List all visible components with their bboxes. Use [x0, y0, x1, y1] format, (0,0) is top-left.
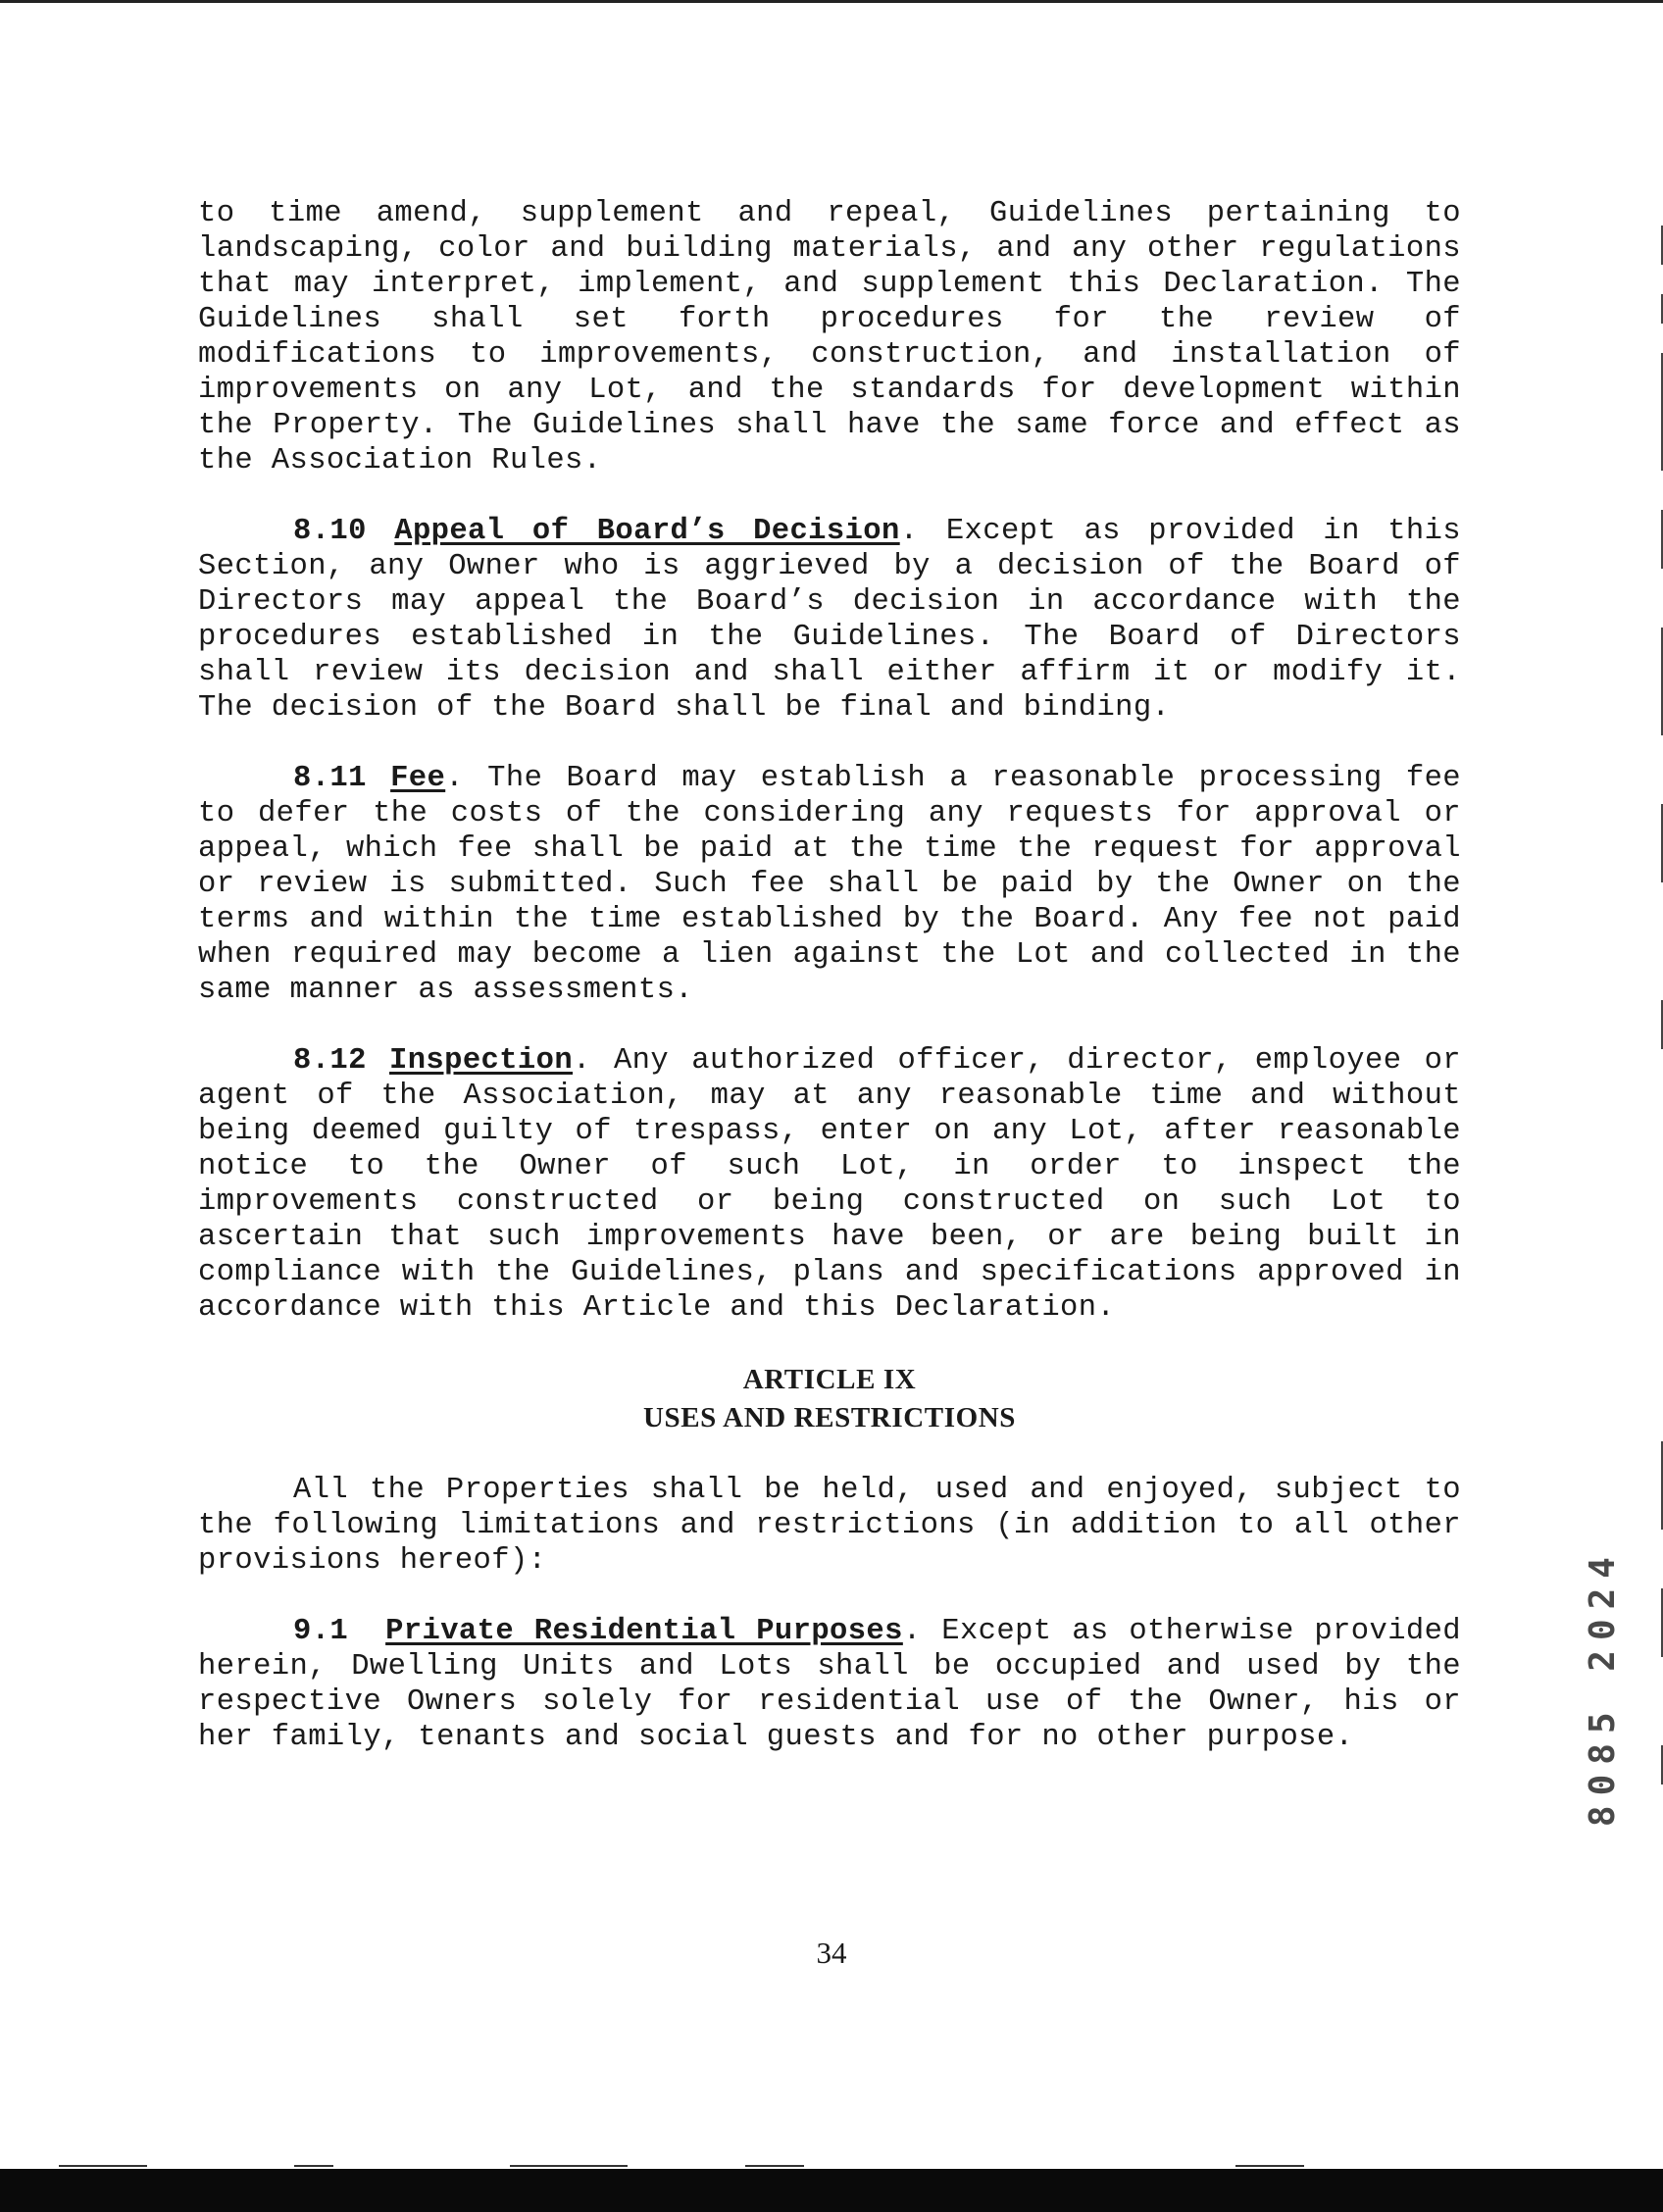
scan-bottom-edge [0, 2169, 1663, 2212]
section-title: Appeal of Board’s Decision [394, 515, 900, 548]
page-number: 34 [816, 1936, 847, 1970]
scan-margin-marks [1657, 216, 1663, 1981]
section-number: 9.1 [293, 1615, 349, 1648]
scan-top-edge [0, 0, 1663, 3]
paragraph-continuation [198, 196, 1461, 478]
section-8-11 [198, 761, 1461, 1008]
article-intro [198, 1473, 1461, 1579]
article-number: ARTICLE IX [742, 1364, 917, 1395]
section-title: Fee [390, 762, 446, 795]
document-body [198, 196, 1461, 1790]
section-8-10 [198, 514, 1461, 726]
section-text: . The Board may establish a reasonable processing fee to defer the costs of the considering any requests for approval or appeal, which fee shall be paid at the time the request for approval or review is submitted. Such fee shall be paid by the Owner on the terms and within the time established by the Board. Any fee not paid when required may become a lien against the Lot and collected in the same manner as assessments. [198, 762, 1462, 1007]
section-text: . Except as otherwise provided herein, Dwelling Units and Lots shall be occupied and used by the respective Owners solely for residential use of the Owner, his or her family, tenants and social guests and for no other purpose. [198, 1615, 1462, 1754]
section-number: 8.10 [293, 515, 367, 548]
section-title: Inspection [389, 1044, 574, 1078]
section-8-12 [198, 1043, 1461, 1326]
section-title: Private Residential Purposes [385, 1615, 903, 1648]
paragraph-text: to time amend, supplement and repeal, Guidelines pertaining to landscaping, color and building materials, and any other regulations that may interpret, implement, and supplement this Declaration. The Guidelines shall set forth procedures for the review of modifications to improvements, construction, and installation of improvements on any Lot, and the standards for development within the Property. The Guidelines shall have the same force and effect as the Association Rules. [198, 197, 1461, 478]
recording-stamp [1583, 1547, 1622, 1881]
section-number: 8.11 [293, 762, 367, 795]
section-text: . Except as provided in this Section, any Owner who is aggrieved by a decision of the Board of Directors may appeal the Board’s decision in accordance with the procedures established in the Guidelines. The Board of Directors shall review its decision and shall either affirm it or modify it. The decision of the Board shall be final and binding. [198, 515, 1462, 725]
section-9-1 [198, 1614, 1461, 1755]
paragraph-text: All the Properties shall be held, used and enjoyed, subject to the following limitations and restrictions (in addition to all other provisions hereof): [198, 1474, 1461, 1578]
section-text: . Any authorized officer, director, employee or agent of the Association, may at any reasonable time and without being deemed guilty of trespass, enter on any Lot, after reasonable notice to the Owner of such Lot, in order to inspect the improvements constructed or being constructed on such Lot to ascertain that such improvements have been, or are being built in compliance with the Guidelines, plans and specifications approved in accordance with this Article and this Declaration. [198, 1044, 1462, 1325]
scan-bottom-specks [0, 2161, 1663, 2169]
article-heading [198, 1361, 1461, 1437]
article-title: USES AND RESTRICTIONS [642, 1402, 1017, 1433]
recording-stamp-text: 8085 2024 [1582, 1547, 1623, 1828]
section-number: 8.12 [293, 1044, 367, 1078]
